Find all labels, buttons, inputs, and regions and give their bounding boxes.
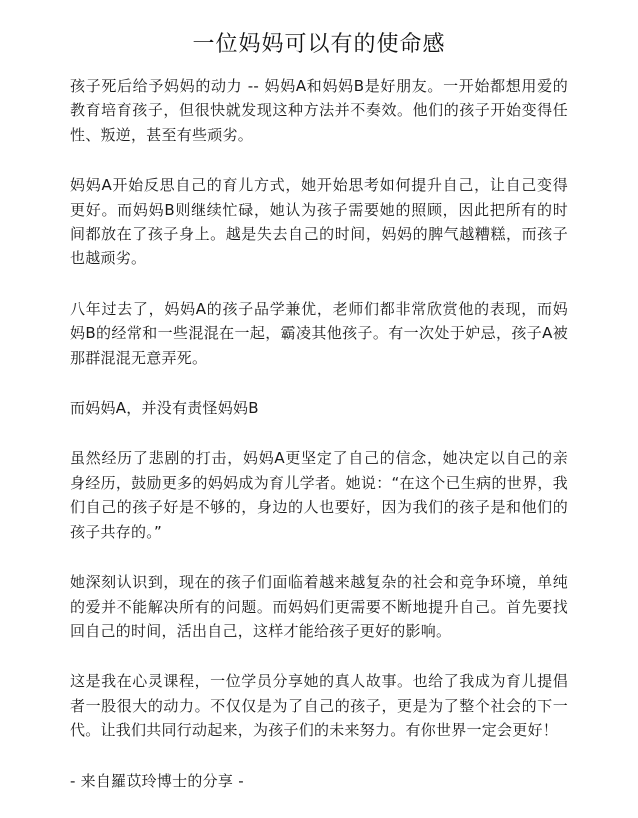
signature: - 来自羅苡玲博士的分享 - [70,771,244,790]
paragraph-2: 妈妈A开始反思自己的育儿方式，她开始思考如何提升自己，让自己变得更好。而妈妈B则继续忙碌，她认为孩子需要她的照顾，因此把所有的时间都放在了孩子身上。越是失去自己的时间，妈妈的脾气越糟糕，而孩子也越顽劣。 [70,176,568,268]
paragraph-4: 而妈妈A，并没有责怪妈妈B [70,399,259,418]
paragraph-1: 孩子死后给予妈妈的动力 -- 妈妈A和妈妈B是好朋友。一开始都想用爱的教育培育孩子，但很快就发现这种方法并不奏效。他们的孩子开始变得任性、叛逆，甚至有些顽劣。 [70,77,568,144]
document-body [70,74,568,793]
paragraph-5: 虽然经历了悲剧的打击，妈妈A更坚定了自己的信念，她决定以自己的亲身经历，鼓励更多的妈妈成为育儿学者。她说：“在这个已生病的世界，我们自己的孩子好是不够的，身边的人也要好，因为我们的孩子是和他们的孩子共存的。” [70,449,568,541]
document-title: 一位妈妈可以有的使命感 [192,32,446,57]
paragraph-3: 八年过去了，妈妈A的孩子品学兼优，老师们都非常欣赏他的表现，而妈妈B的经常和一些混混在一起，霸凌其他孩子。有一次处于妒忌，孩子A被那群混混无意弄死。 [70,299,568,367]
paragraph-7: 这是我在心灵课程，一位学员分享她的真人故事。也给了我成为育儿提倡者一股很大的动力。不仅仅是为了自己的孩子，更是为了整个社会的下一代。让我们共同行动起来，为孩子们的未来努力。有你世界一定会更好！ [70,672,568,740]
paragraph-6: 她深刻认识到，现在的孩子们面临着越来越复杂的社会和竞争环境，单纯的爱并不能解决所有的问题。而妈妈们更需要不断地提升自己。首先要找回自己的时间，活出自己，这样才能给孩子更好的影响。 [70,573,568,640]
